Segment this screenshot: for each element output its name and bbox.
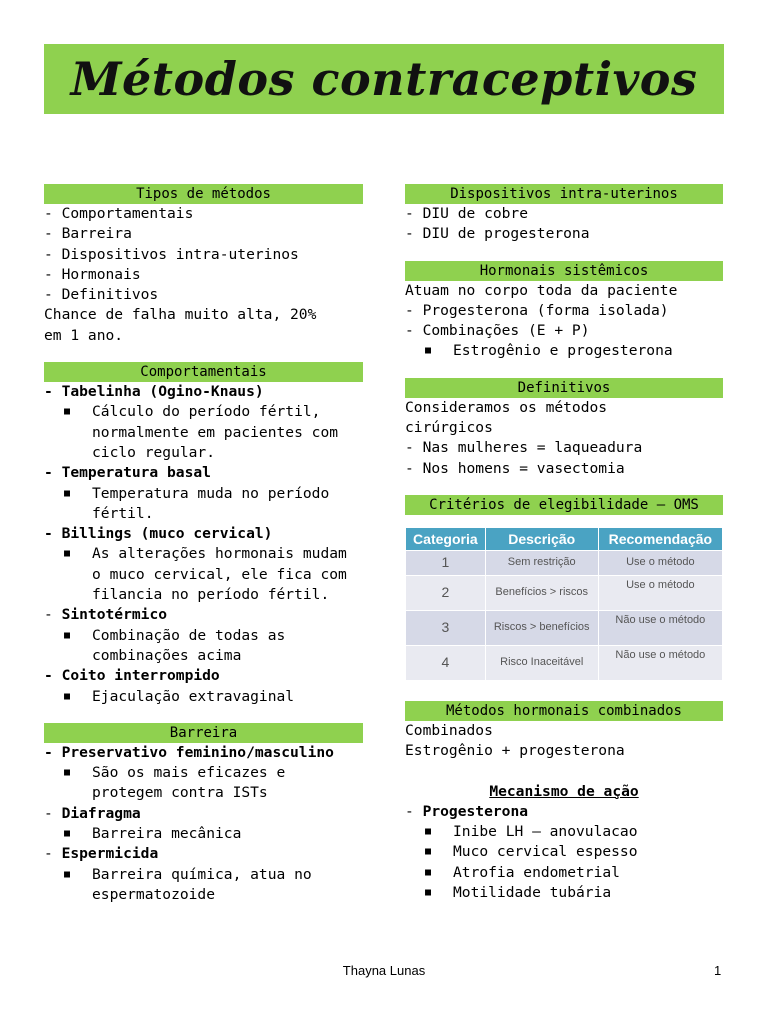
bullet-item: ■ Inibe LH – anovulacao	[405, 822, 723, 842]
right-column	[405, 184, 723, 919]
bullet-item: ■ Ejaculação extravaginal	[44, 687, 363, 707]
section-definitivos	[405, 378, 723, 479]
text-line: Estrogênio + progesterona	[405, 742, 625, 760]
section-heading: Definitivos	[405, 378, 723, 398]
text-line: Atuam no corpo toda da paciente	[405, 281, 678, 299]
section-combinados	[405, 701, 723, 903]
section-heading: Métodos hormonais combinados	[405, 701, 723, 721]
square-bullet-icon: ■	[64, 487, 71, 499]
column-header: Categoria	[406, 527, 486, 550]
method-title: - Preservativo feminino/masculino	[44, 743, 334, 761]
bullet-item: ■ Atrofia endometrial	[405, 863, 723, 883]
method-title: - Progesterona	[405, 802, 529, 820]
table-cell: 1	[406, 550, 486, 575]
bullet-item: ■ Muco cervical espesso	[405, 842, 723, 862]
bullet-item: ■ Temperatura muda no período fértil.	[44, 484, 363, 525]
list-item: - Nas mulheres = laqueadura	[405, 439, 643, 457]
square-bullet-icon: ■	[64, 690, 71, 702]
text-line: Consideramos os métodos	[405, 398, 608, 416]
section-heading: Tipos de métodos	[44, 184, 363, 204]
square-bullet-icon: ■	[64, 548, 71, 560]
method-title: - Billings (muco cervical)	[44, 525, 273, 543]
table-cell: 2	[406, 575, 486, 610]
square-bullet-icon: ■	[64, 767, 71, 779]
column-header: Descrição	[485, 527, 598, 550]
square-bullet-icon: ■	[64, 828, 71, 840]
section-criterios	[405, 495, 723, 681]
table-cell: Risco Inaceitável	[485, 645, 598, 680]
bullet-item: ■ Estrogênio e progesterona	[405, 341, 723, 361]
section-heading: Dispositivos intra-uterinos	[405, 184, 723, 204]
section-barreira	[44, 723, 363, 905]
method-title: - Coito interrompido	[44, 667, 220, 685]
list-item: - Hormonais	[44, 265, 141, 283]
list-item: - DIU de cobre	[405, 205, 529, 222]
method-title: - Sintotérmico	[44, 606, 168, 624]
method-title: - Espermicida	[44, 845, 159, 863]
bullet-item: ■ Barreira química, atua no espermatozoide	[44, 865, 363, 906]
oms-criteria-table	[405, 527, 723, 681]
square-bullet-icon: ■	[425, 887, 432, 899]
table-row	[406, 645, 723, 680]
table-row	[406, 610, 723, 645]
square-bullet-icon: ■	[425, 826, 432, 838]
list-item: - Combinações (E + P)	[405, 322, 590, 340]
table-cell: Use o método	[598, 575, 722, 610]
section-hormonais	[405, 261, 723, 362]
left-column	[44, 184, 363, 921]
list-item: - Dispositivos intra-uterinos	[44, 245, 299, 263]
text-line: Combinados	[405, 721, 493, 739]
section-heading: Critérios de elegibilidade – OMS	[405, 495, 723, 515]
section-tipos	[44, 184, 363, 346]
method-title: - Temperatura basal	[44, 464, 211, 482]
table-cell: Não use o método	[598, 610, 722, 645]
bullet-item: ■ As alterações hormonais mudam o muco cervical, ele fica com filancia no período fértil.	[44, 544, 363, 605]
section-comportamentais	[44, 362, 363, 707]
table-row	[406, 550, 723, 575]
list-item: - DIU de progesterona	[405, 225, 590, 243]
note-line: em 1 ano.	[44, 326, 124, 344]
note-line: Chance de falha muito alta, 20%	[44, 306, 317, 324]
table-cell: 3	[406, 610, 486, 645]
table-header-row	[406, 527, 723, 550]
table-cell: Riscos > benefícios	[485, 610, 598, 645]
bullet-item: ■ Combinação de todas as combinações acima	[44, 626, 363, 667]
bullet-item: ■ Cálculo do período fértil, normalmente em pacientes com ciclo regular.	[44, 402, 363, 463]
table-cell: 4	[406, 645, 486, 680]
page-title: Métodos contraceptivos	[70, 52, 698, 106]
square-bullet-icon: ■	[64, 629, 71, 641]
title-banner	[44, 44, 724, 114]
bullet-item: ■ Barreira mecânica	[44, 824, 363, 844]
table-cell: Sem restrição	[485, 550, 598, 575]
square-bullet-icon: ■	[64, 406, 71, 418]
section-heading: Comportamentais	[44, 362, 363, 382]
list-item: - Barreira	[44, 225, 132, 243]
table-cell: Benefícios > riscos	[485, 575, 598, 610]
table-cell: Não use o método	[598, 645, 722, 680]
square-bullet-icon: ■	[64, 868, 71, 880]
square-bullet-icon: ■	[425, 866, 432, 878]
section-heading: Barreira	[44, 723, 363, 743]
section-diu	[405, 184, 723, 245]
column-header: Recomendação	[598, 527, 722, 550]
table-cell: Use o método	[598, 550, 722, 575]
text-line: cirúrgicos	[405, 419, 493, 437]
section-heading: Hormonais sistêmicos	[405, 261, 723, 281]
square-bullet-icon: ■	[425, 846, 432, 858]
bullet-item: ■ Motilidade tubária	[405, 883, 723, 903]
list-item: - Definitivos	[44, 286, 159, 304]
list-item: - Progesterona (forma isolada)	[405, 301, 669, 319]
page-number: 1	[714, 963, 722, 978]
mechanism-subtitle: Mecanismo de ação	[489, 782, 639, 800]
table-row	[406, 575, 723, 610]
method-title: - Diafragma	[44, 804, 141, 822]
list-item: - Nos homens = vasectomia	[405, 459, 625, 477]
method-title: - Tabelinha (Ogino-Knaus)	[44, 383, 264, 401]
bullet-item: ■ São os mais eficazes e protegem contra ISTs	[44, 763, 363, 804]
square-bullet-icon: ■	[425, 345, 432, 357]
list-item: - Comportamentais	[44, 205, 194, 222]
footer-author: Thayna Lunas	[342, 963, 426, 978]
